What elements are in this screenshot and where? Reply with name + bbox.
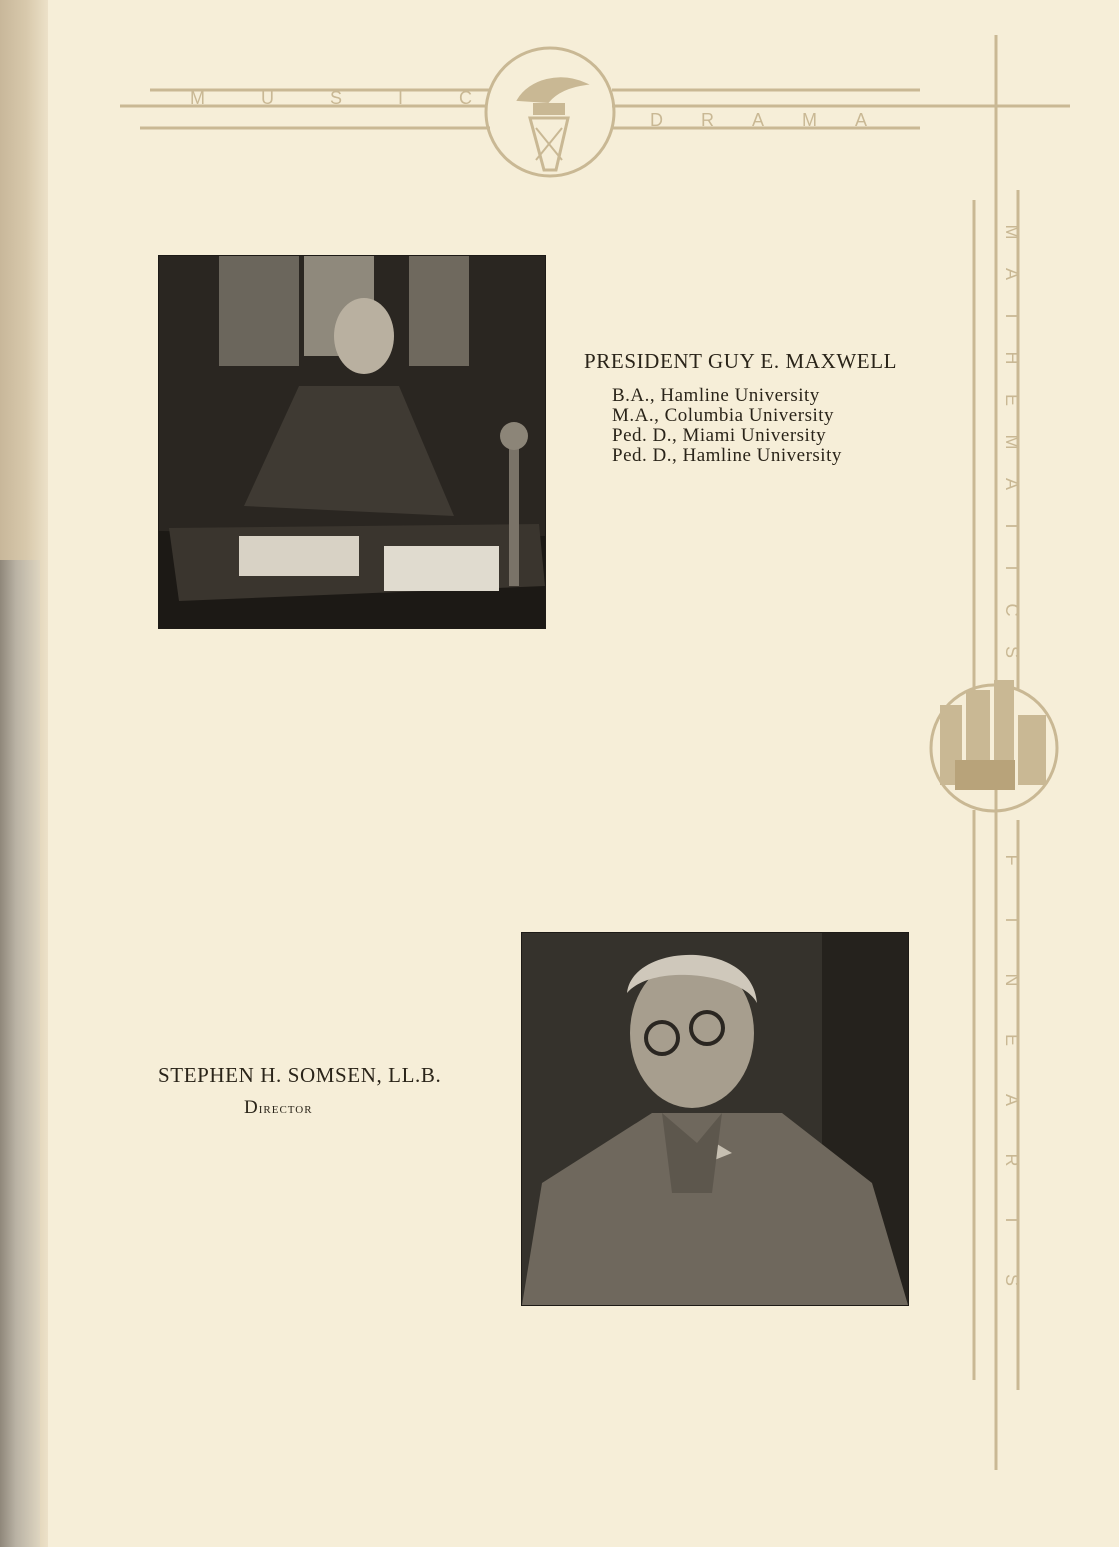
- ornament-letter: A: [1002, 267, 1022, 281]
- ornament-letter: R: [1002, 1153, 1022, 1167]
- degree-line: Ped. D., Hamline University: [612, 444, 842, 466]
- ornament-letter: A: [1002, 477, 1022, 491]
- ornament-letter: T: [1002, 520, 1022, 532]
- director-caption: [158, 1064, 441, 1118]
- degree-line: Ped. D., Miami University: [612, 424, 827, 446]
- president-caption: [584, 350, 897, 466]
- president-degrees: [612, 386, 897, 466]
- ornament-letter: I: [1002, 917, 1022, 923]
- ornament-letter: C: [1002, 603, 1022, 617]
- ornament-letter: E: [1002, 393, 1022, 407]
- president-name: PRESIDENT GUY E. MAXWELL: [584, 349, 898, 373]
- ornament-letter: T: [1002, 310, 1022, 322]
- ornament-letter: F: [1002, 854, 1022, 866]
- torch-icon: [518, 78, 586, 170]
- ornament-letter: S: [1002, 1273, 1022, 1287]
- degree-line: B.A., Hamline University: [612, 385, 820, 407]
- director-name: STEPHEN H. SOMSEN, LL.B.: [158, 1063, 442, 1087]
- ornament-letter: E: [1002, 1033, 1022, 1047]
- degree-line: M.A., Columbia University: [612, 404, 835, 426]
- ornament-letter: T: [1002, 1214, 1022, 1226]
- svg-text:DRAMA: DRAMA: [650, 110, 906, 130]
- director-photo: [521, 932, 909, 1306]
- ornament-letter: A: [1002, 1093, 1022, 1107]
- ornament-letter: I: [1002, 565, 1022, 571]
- ornament-letter: M: [1002, 434, 1022, 450]
- ornament-letter: N: [1002, 973, 1022, 987]
- ornament-letter: M: [1002, 224, 1022, 240]
- director-title: Director: [244, 1097, 313, 1119]
- ornament-letter: H: [1002, 351, 1022, 365]
- ornament-letter: S: [1002, 645, 1022, 659]
- president-photo: [158, 255, 546, 629]
- svg-text:MUSIC: MUSIC: [190, 88, 528, 108]
